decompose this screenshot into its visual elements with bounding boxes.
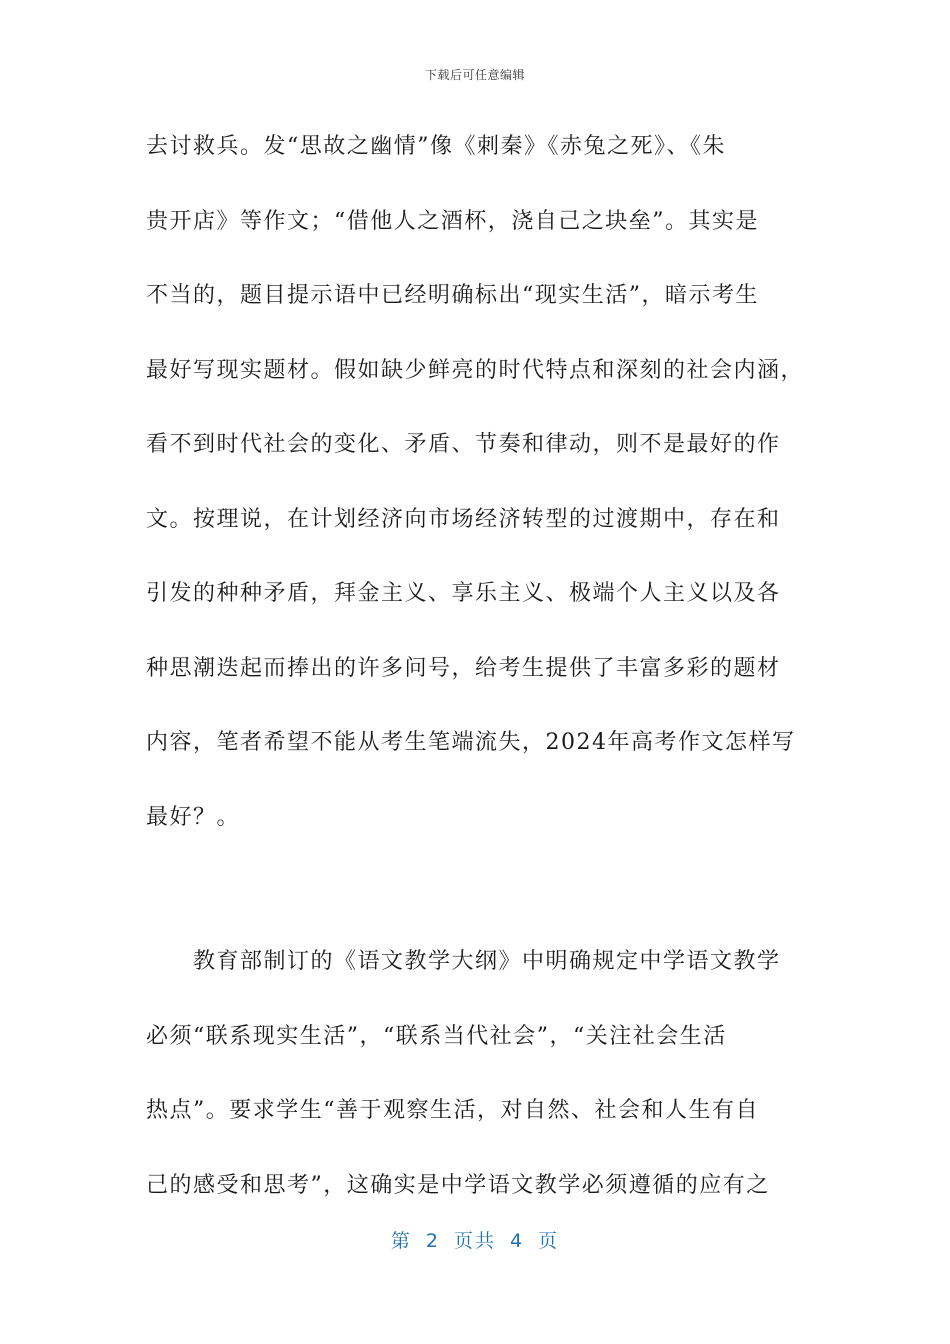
text-line: 不当的，题目提示语中已经明确标出“现实生活”，暗示考生 [146, 283, 759, 308]
text-line: 教育部制订的《语文教学大纲》中明确规定中学语文教学 [146, 949, 781, 974]
text-line: 最好写现实题材。假如缺少鲜亮的时代特点和深刻的社会内涵， [146, 357, 805, 383]
text-line: 贵开店》等作文；“借他人之酒杯，浇自己之块垒”。其实是 [146, 208, 759, 234]
page-header: 下载后可任意编辑 [424, 68, 525, 82]
text-line: 最好？。 [146, 804, 241, 830]
text-line: 去讨救兵。发“思故之幽情”像《刺秦》《赤兔之死》、《朱 [146, 134, 726, 159]
paragraph-gap [146, 855, 806, 925]
page-footer: 第 2 页共 4 页 [390, 1230, 560, 1252]
text-line: 种思潮迭起而捧出的许多问号，给考生提供了丰富多彩的题材 [146, 655, 781, 681]
text-line: 热点”。要求学生“善于观察生活，对自然、社会和人生有自 [146, 1098, 759, 1123]
text-line: 己的感受和思考”，这确实是中学语文教学必须遵循的应有之 [146, 1172, 770, 1198]
text-line: 内容，笔者希望不能从考生笔端流失，2024年高考作文怎样写 [146, 730, 796, 755]
text-line: 看不到时代社会的变化、矛盾、节奏和律动，则不是最好的作 [146, 432, 781, 457]
text-line: 文。按理说，在计划经济向市场经济转型的过渡期中，存在和 [146, 506, 781, 532]
text-line: 引发的种种矛盾，拜金主义、享乐主义、极端个人主义以及各 [146, 581, 781, 606]
text-line: 必须“联系现实生活”，“联系当代社会”，“关注社会生活 [146, 1023, 727, 1049]
document-body [146, 110, 806, 1223]
